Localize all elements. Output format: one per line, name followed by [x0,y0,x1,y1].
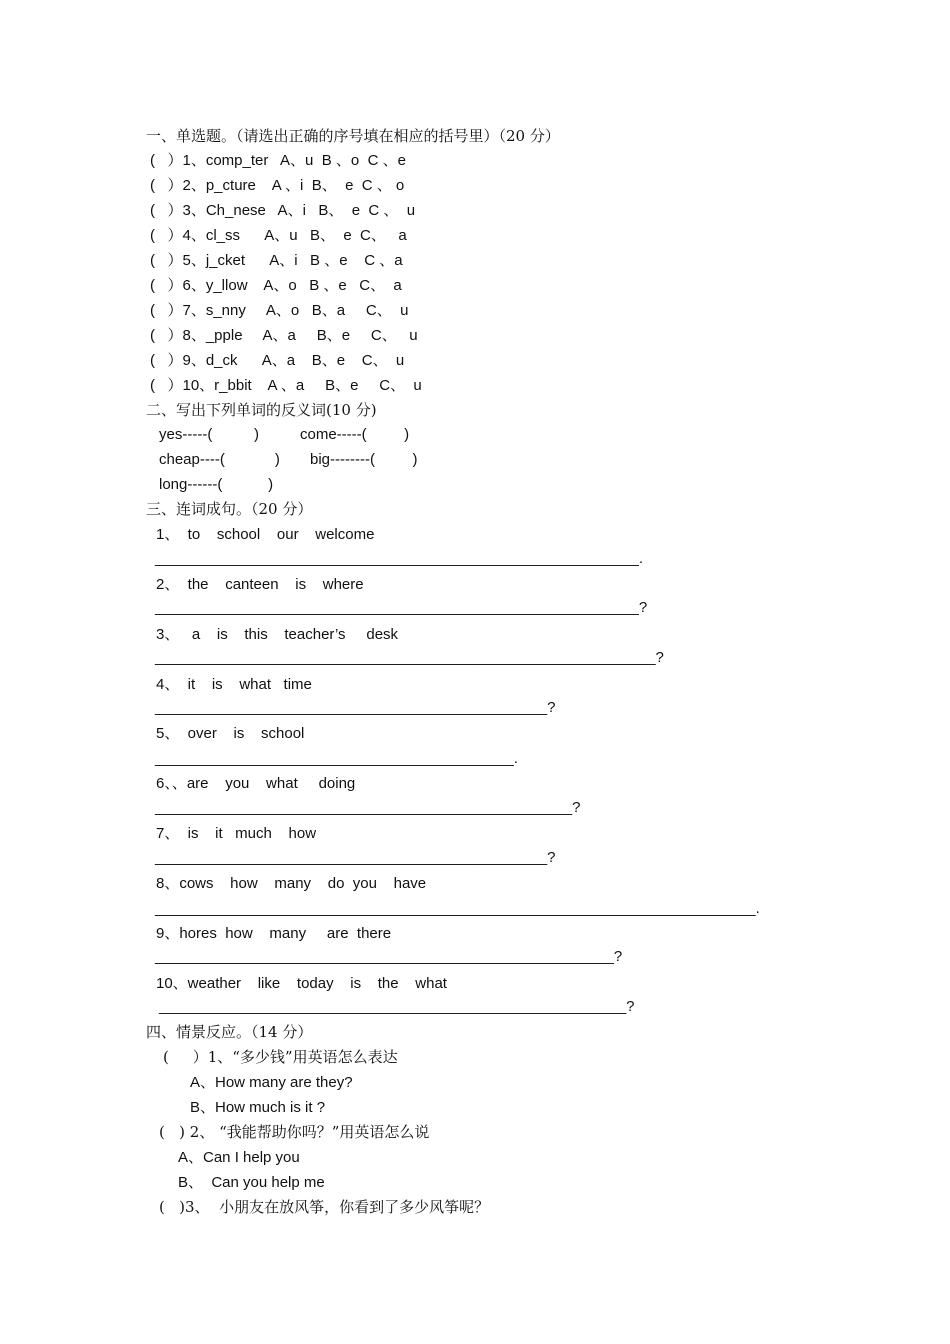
situation-q2-option-b: B、 Can you help me [178,1174,325,1191]
section1-item-8: ( ）8、_pple A、a B、e C、 u [150,327,418,344]
antonym-yes: yes-----( ) [159,426,259,443]
section1-item-10: ( ）10、r_bbit A 、a B、e C、 u [150,377,422,394]
sentence-2-answer-line: __________________________________________________________? [155,599,648,616]
sentence-8-prompt: 8、cows how many do you have [156,875,427,892]
situation-q2-stem: ( ) 2、 “我能帮助你吗？”用英语怎么说 [159,1123,430,1141]
sentence-7-answer-line: _______________________________________________? [155,849,556,866]
section1-item-9: ( ）9、d_ck A、a B、e C、 u [150,352,405,369]
sentence-3-prompt: 3、 a is this teacher’s desk [156,626,399,643]
section1-item-7: ( ）7、s_nny A、o B、a C、 u [150,302,409,319]
sentence-6-prompt: 6、、are you what doing [156,775,356,792]
antonym-cheap: cheap----( ) [159,451,280,468]
sentence-9-prompt: 9、hores how many are there [156,925,392,942]
situation-q1-stem: ( ）1、“多少钱”用英语怎么表达 [163,1048,398,1066]
situation-q1-option-a: A、How many are they? [190,1074,353,1091]
section4-heading: 四、情景反应。（14 分） [146,1023,313,1041]
sentence-6-answer-line: __________________________________________________? [155,799,581,816]
situation-q1-option-b: B、How much is it ? [190,1099,326,1116]
section1-heading: 一、单选题。（请选出正确的序号填在相应的括号里）（20 分） [146,127,560,145]
section2-heading: 二、写出下列单词的反义词(10 分) [146,401,377,419]
antonym-big: big--------( ) [310,451,418,468]
section1-item-6: ( ）6、y_llow A、o B 、e C、 a [150,277,402,294]
antonym-come: come-----( ) [300,426,410,443]
sentence-4-prompt: 4、 it is what time [156,676,312,693]
section3-heading: 三、连词成句。（20 分） [146,500,313,518]
section1-item-3: ( ）3、Ch_nese A、i B、 e C 、 u [150,202,416,219]
section1-item-2: ( ）2、p_cture A 、i B、 e C 、 o [150,177,405,194]
sentence-1-prompt: 1、 to school our welcome [156,526,375,543]
sentence-10-prompt: 10、weather like today is the what [156,975,447,992]
sentence-5-answer-line: ___________________________________________. [155,750,518,767]
sentence-10-answer-line: ________________________________________________________? [159,998,635,1015]
section1-item-1: ( ）1、comp_ter A、u B 、o C 、e [150,152,406,169]
sentence-9-answer-line: _______________________________________________________? [155,948,623,965]
situation-q2-option-a: A、Can I help you [178,1149,300,1166]
sentence-2-prompt: 2、 the canteen is where [156,576,364,593]
sentence-3-answer-line: ____________________________________________________________? [155,649,664,666]
sentence-7-prompt: 7、 is it much how [156,825,317,842]
situation-q3-stem: ( )3、 小朋友在放风筝，你看到了多少风筝呢？ [159,1198,490,1216]
section1-item-5: ( ）5、j_cket A、i B 、e C 、a [150,252,403,269]
sentence-4-answer-line: _______________________________________________? [155,699,556,716]
sentence-5-prompt: 5、 over is school [156,725,305,742]
section1-item-4: ( ）4、cl_ss A、u B、 e C、 a [150,227,407,244]
sentence-1-answer-line: __________________________________________________________. [155,550,644,567]
sentence-8-answer-line: ________________________________________________________________________. [155,900,760,917]
antonym-long: long------( ) [159,476,274,493]
